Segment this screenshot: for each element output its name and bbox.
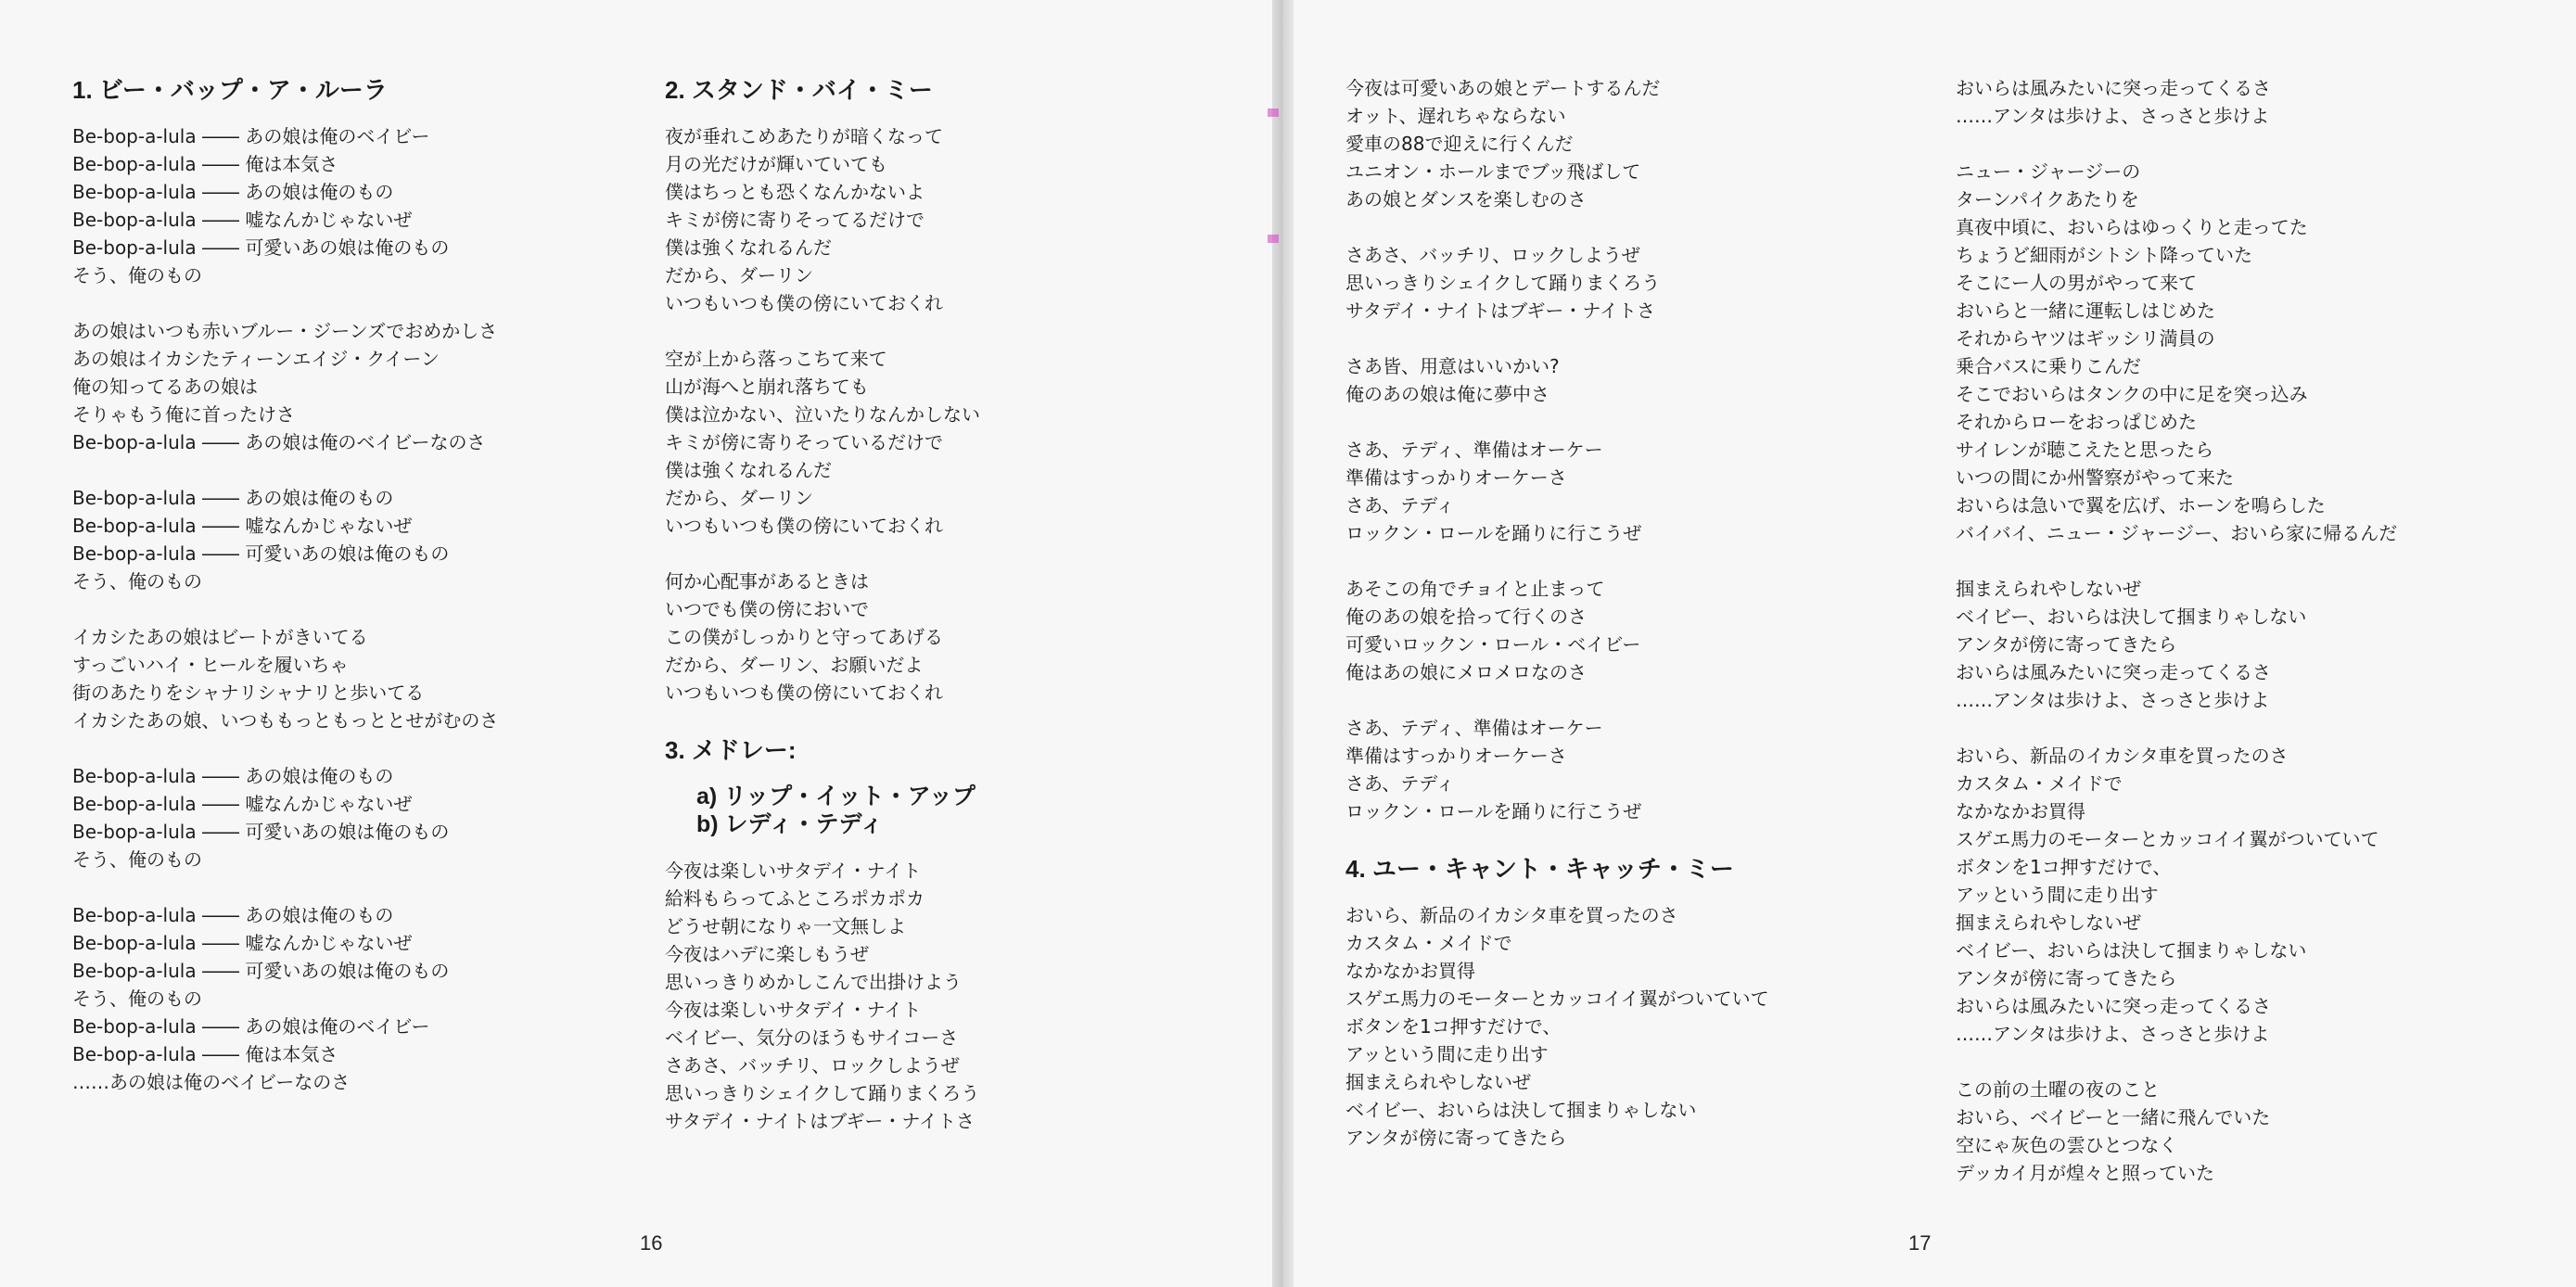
lyric-line: ロックン・ロールを踊りに行こうぜ	[1345, 800, 1642, 822]
lyric-line: Be-bop-a-lula ―― 嘘なんかじゃないぜ	[72, 515, 413, 537]
lyric-line: イカシたあの娘はビートがきいてる	[72, 626, 368, 648]
lyric-line: いつもいつも僕の傍にいておくれ	[665, 292, 943, 314]
song-title: 2. スタンド・バイ・ミー	[665, 76, 933, 104]
lyric-line: アンタが傍に寄ってきたら	[1956, 967, 2177, 989]
lyric-line: いつの間にか州警察がやって来た	[1956, 466, 2234, 489]
lyric-line: そう、俺のもの	[72, 988, 202, 1010]
lyric-stanza	[72, 484, 508, 595]
lyric-stanza	[72, 762, 508, 873]
medley-part-title: b) レディ・テディ	[696, 811, 884, 837]
lyric-line: Be-bop-a-lula ―― あの娘は俺のベイビーなのさ	[72, 431, 486, 453]
lyric-line: サイレンが聴こえたと思ったら	[1956, 439, 2214, 461]
lyric-line: だから、ダーリン	[665, 264, 813, 287]
lyric-line: ちょうど細雨がシトシト降っていた	[1956, 244, 2252, 266]
lyric-line: だから、ダーリン	[665, 487, 813, 509]
lyric-stanza	[1956, 575, 2531, 714]
lyric-line: ボタンを1コ押すだけで、	[1956, 856, 2172, 878]
lyric-stanza	[1345, 901, 1865, 1152]
right-page	[1294, 0, 2576, 1287]
lyric-stanza	[1345, 352, 1865, 408]
lyric-line: あの娘とダンスを楽しむのさ	[1345, 188, 1587, 210]
lyric-line: いつもいつも僕の傍にいておくれ	[665, 682, 943, 704]
lyric-line: 僕は泣かない、泣いたりなんかしない	[665, 403, 980, 426]
lyric-line: 僕は強くなれるんだ	[665, 459, 832, 481]
lyric-line: 思いっきりめかしこんで出掛けよう	[665, 971, 962, 993]
lyric-line: だから、ダーリン、お願いだよ	[665, 654, 924, 676]
lyric-line: カスタム・メイドで	[1956, 772, 2123, 795]
lyric-line: おいらは風みたいに突っ走ってくるさ	[1956, 661, 2271, 683]
lyric-stanza	[1345, 575, 1865, 686]
lyric-line: 僕は強くなれるんだ	[665, 236, 832, 259]
lyric-line: ボタンを1コ押すだけで、	[1345, 1015, 1562, 1038]
lyric-line: おいらは風みたいに突っ走ってくるさ	[1956, 995, 2271, 1017]
lyric-line: Be-bop-a-lula ―― 俺は本気さ	[72, 153, 338, 175]
lyric-stanza	[72, 901, 508, 1096]
lyric-line: いつでも僕の傍においで	[665, 598, 869, 620]
lyric-line: Be-bop-a-lula ―― あの娘は俺のもの	[72, 765, 394, 787]
lyric-line: なかなかお買得	[1956, 800, 2085, 822]
page-number-right: 17	[1908, 1231, 1932, 1255]
lyric-line: 今夜は楽しいサタデイ・ナイト	[665, 860, 922, 882]
lyric-line: おいら、新品のイカシタ車を買ったのさ	[1345, 904, 1678, 926]
lyric-stanza	[72, 122, 508, 289]
lyric-line: サタデイ・ナイトはブギー・ナイトさ	[1345, 299, 1655, 322]
lyric-line: デッカイ月が煌々と照っていた	[1956, 1162, 2214, 1184]
lyric-line: この僕がしっかりと守ってあげる	[665, 626, 943, 648]
lyric-line: 月の光だけが輝いていても	[665, 153, 887, 175]
lyric-line: 思いっきりシェイクして踊りまくろう	[665, 1082, 980, 1104]
lyric-line: Be-bop-a-lula ―― 可愛いあの娘は俺のもの	[72, 542, 450, 565]
lyric-stanza	[665, 122, 1129, 317]
color-mark	[1268, 108, 1279, 117]
lyric-line: そこでおいらはタンクの中に足を突っ込み	[1956, 383, 2308, 405]
lyric-line: ニュー・ジャージーの	[1956, 160, 2141, 183]
lyric-line: Be-bop-a-lula ―― あの娘は俺のもの	[72, 487, 394, 509]
lyric-line: おいらは風みたいに突っ走ってくるさ	[1956, 77, 2271, 99]
lyric-line: ターンパイクあたりを	[1956, 188, 2139, 210]
lyric-line: アッという間に走り出す	[1345, 1043, 1549, 1065]
lyric-line: 何か心配事があるときは	[665, 570, 869, 593]
lyric-line: Be-bop-a-lula ―― 可愛いあの娘は俺のもの	[72, 960, 450, 982]
lyric-line: 乗合バスに乗りこんだ	[1956, 355, 2141, 377]
song-title: 3. メドレー:	[665, 736, 797, 764]
lyric-line: キミが傍に寄りそってるだけで	[665, 209, 925, 231]
left-page	[0, 0, 1272, 1287]
lyric-line: 掴まえられやしないぜ	[1345, 1071, 1531, 1093]
lyric-line: 僕はちっとも恐くなんかないよ	[665, 181, 925, 203]
lyric-stanza	[665, 345, 1129, 540]
lyric-line: ……アンタは歩けよ、さっさと歩けよ	[1956, 689, 2270, 711]
lyric-line: 俺のあの娘は俺に夢中さ	[1345, 383, 1549, 405]
lyric-stanza	[1345, 241, 1865, 325]
lyric-line: なかなかお買得	[1345, 960, 1475, 982]
lyric-stanza	[1956, 158, 2531, 547]
lyric-line: 掴まえられやしないぜ	[1956, 911, 2141, 934]
lyric-line: ベイビー、おいらは決して掴まりゃしない	[1956, 939, 2307, 962]
lyric-line: さあ、テディ	[1345, 772, 1455, 795]
lyric-line: 空にゃ灰色の雲ひとつなく	[1956, 1134, 2178, 1156]
lyrics-column-1	[72, 74, 508, 1124]
lyric-line: Be-bop-a-lula ―― 嘘なんかじゃないぜ	[72, 932, 413, 954]
song-title: 4. ユー・キャント・キャッチ・ミー	[1345, 855, 1734, 883]
lyric-line: ロックン・ロールを踊りに行こうぜ	[1345, 522, 1642, 544]
lyric-line: ……アンタは歩けよ、さっさと歩けよ	[1956, 1023, 2270, 1045]
page-number-left: 16	[640, 1231, 663, 1255]
lyric-line: 空が上から落っこちて来て	[665, 348, 887, 370]
lyric-line: それからヤツはギッシリ満員の	[1956, 327, 2215, 350]
lyric-stanza	[72, 317, 508, 456]
lyric-stanza	[665, 567, 1129, 707]
lyric-line: カスタム・メイドで	[1345, 932, 1512, 954]
lyric-line: 掴まえられやしないぜ	[1956, 578, 2141, 600]
lyric-stanza	[72, 623, 508, 734]
book-gutter	[1272, 0, 1294, 1287]
lyric-line: おいら、ベイビーと一緒に飛んでいた	[1956, 1106, 2271, 1128]
lyric-line: Be-bop-a-lula ―― 嘘なんかじゃないぜ	[72, 209, 413, 231]
lyric-line: どうせ朝になりゃ一文無しよ	[665, 915, 906, 937]
lyric-stanza	[1345, 74, 1865, 213]
lyric-line: おいら、新品のイカシタ車を買ったのさ	[1956, 745, 2289, 767]
lyric-line: おいらは急いで翼を広げ、ホーンを鳴らした	[1956, 494, 2326, 516]
lyric-line: 夜が垂れこめあたりが暗くなって	[665, 125, 943, 147]
lyric-line: あそこの角でチョイと止まって	[1345, 578, 1605, 600]
lyric-line: ベイビー、気分のほうもサイコーさ	[665, 1026, 959, 1049]
lyric-line: キミが傍に寄りそっているだけで	[665, 431, 943, 453]
lyric-line: この前の土曜の夜のこと	[1956, 1078, 2160, 1101]
lyrics-column-2	[665, 74, 1129, 1163]
lyric-line: イカシたあの娘、いつももっともっととせがむのさ	[72, 709, 499, 732]
lyric-line: そこにー人の男がやって来て	[1956, 272, 2197, 294]
lyric-line: 俺はあの娘にメロメロなのさ	[1345, 661, 1587, 683]
lyric-line: 今夜は楽しいサタデイ・ナイト	[665, 999, 922, 1021]
lyric-line: Be-bop-a-lula ―― 俺は本気さ	[72, 1043, 338, 1065]
lyric-stanza	[1956, 742, 2531, 1048]
lyric-stanza	[1345, 436, 1865, 547]
medley-part-title: a) リップ・イット・アップ	[696, 784, 976, 809]
lyric-line: Be-bop-a-lula ―― あの娘は俺のベイビー	[72, 125, 430, 147]
lyric-line: 可愛いロックン・ロール・ベイビー	[1345, 633, 1641, 656]
lyric-line: そう、俺のもの	[72, 264, 202, 287]
lyric-line: ベイビー、おいらは決して掴まりゃしない	[1345, 1099, 1697, 1121]
lyric-line: 今夜はハデに楽しもうぜ	[665, 943, 869, 965]
lyric-stanza	[1956, 74, 2531, 130]
lyric-line: あの娘はいつも赤いブルー・ジーンズでおめかしさ	[72, 320, 498, 342]
lyrics-column-4	[1956, 74, 2531, 1215]
lyric-line: アッという間に走り出す	[1956, 884, 2159, 906]
lyric-line: Be-bop-a-lula ―― 可愛いあの娘は俺のもの	[72, 236, 450, 259]
lyric-line: スゲエ馬力のモーターとカッコイイ翼がついていて	[1345, 988, 1769, 1010]
lyric-line: そう、俺のもの	[72, 848, 202, 871]
lyric-line: 思いっきりシェイクして踊りまくろう	[1345, 272, 1661, 294]
lyric-line: そりゃもう俺に首ったけさ	[72, 403, 295, 426]
lyric-line: バイバイ、ニュー・ジャージー、おいら家に帰るんだ	[1956, 522, 2398, 544]
lyric-line: ……アンタは歩けよ、さっさと歩けよ	[1956, 105, 2270, 127]
lyric-line: 真夜中頃に、おいらはゆっくりと走ってた	[1956, 216, 2308, 238]
lyric-line: 愛車の88で迎えに行くんだ	[1345, 133, 1574, 155]
lyrics-column-3	[1345, 74, 1865, 1179]
lyric-stanza	[1956, 1076, 2531, 1187]
lyric-line: さあさ、バッチリ、ロックしようぜ	[665, 1054, 960, 1077]
lyric-line: スゲエ馬力のモーターとカッコイイ翼がついていて	[1956, 828, 2379, 850]
lyric-line: さあ、テディ、準備はオーケー	[1345, 439, 1603, 461]
lyric-line: Be-bop-a-lula ―― 可愛いあの娘は俺のもの	[72, 821, 450, 843]
lyric-line: そう、俺のもの	[72, 570, 202, 593]
lyric-line: Be-bop-a-lula ―― あの娘は俺のベイビー	[72, 1015, 430, 1038]
lyric-line: 街のあたりをシャナリシャナリと歩いてる	[72, 682, 425, 704]
lyric-line: 準備はすっかりオーケーさ	[1345, 745, 1567, 767]
lyric-line: サタデイ・ナイトはブギー・ナイトさ	[665, 1110, 975, 1132]
lyric-line: さあ、テディ	[1345, 494, 1455, 516]
lyric-line: あの娘はイカシたティーンエイジ・クイーン	[72, 348, 440, 370]
lyric-line: 今夜は可愛いあの娘とデートするんだ	[1345, 77, 1661, 99]
lyric-line: さあ皆、用意はいいかい?	[1345, 355, 1560, 377]
color-mark	[1268, 235, 1279, 243]
lyric-line: 給料もらってふところポカポカ	[665, 887, 925, 910]
lyric-line: アンタが傍に寄ってきたら	[1956, 633, 2177, 656]
song-title: 1. ビー・バップ・ア・ルーラ	[72, 76, 388, 104]
lyric-line: Be-bop-a-lula ―― あの娘は俺のもの	[72, 181, 394, 203]
lyric-line: すっごいハイ・ヒールを履いちゃ	[72, 654, 349, 676]
lyric-line: いつもいつも僕の傍にいておくれ	[665, 515, 943, 537]
lyric-line: それからローをおっぱじめた	[1956, 411, 2197, 433]
lyric-line: 山が海へと崩れ落ちても	[665, 376, 869, 398]
lyric-line: 俺のあの娘を拾って行くのさ	[1345, 605, 1587, 628]
lyric-line: ……あの娘は俺のベイビーなのさ	[72, 1071, 351, 1093]
lyric-stanza	[1345, 714, 1865, 825]
lyric-line: 準備はすっかりオーケーさ	[1345, 466, 1567, 489]
lyric-stanza	[665, 857, 1129, 1135]
lyric-line: ベイビー、おいらは決して掴まりゃしない	[1956, 605, 2307, 628]
lyric-line: 俺の知ってるあの娘は	[72, 376, 258, 398]
lyric-line: さあ、テディ、準備はオーケー	[1345, 717, 1603, 739]
lyric-line: おいらと一緒に運転しはじめた	[1956, 299, 2215, 322]
lyric-line: オット、遅れちゃならない	[1345, 105, 1566, 127]
lyric-line: Be-bop-a-lula ―― あの娘は俺のもの	[72, 904, 394, 926]
lyric-line: アンタが傍に寄ってきたら	[1345, 1127, 1567, 1149]
lyric-line: さあさ、バッチリ、ロックしようぜ	[1345, 244, 1640, 266]
lyric-line: ユニオン・ホールまでブッ飛ばして	[1345, 160, 1641, 183]
lyric-line: Be-bop-a-lula ―― 嘘なんかじゃないぜ	[72, 793, 413, 815]
